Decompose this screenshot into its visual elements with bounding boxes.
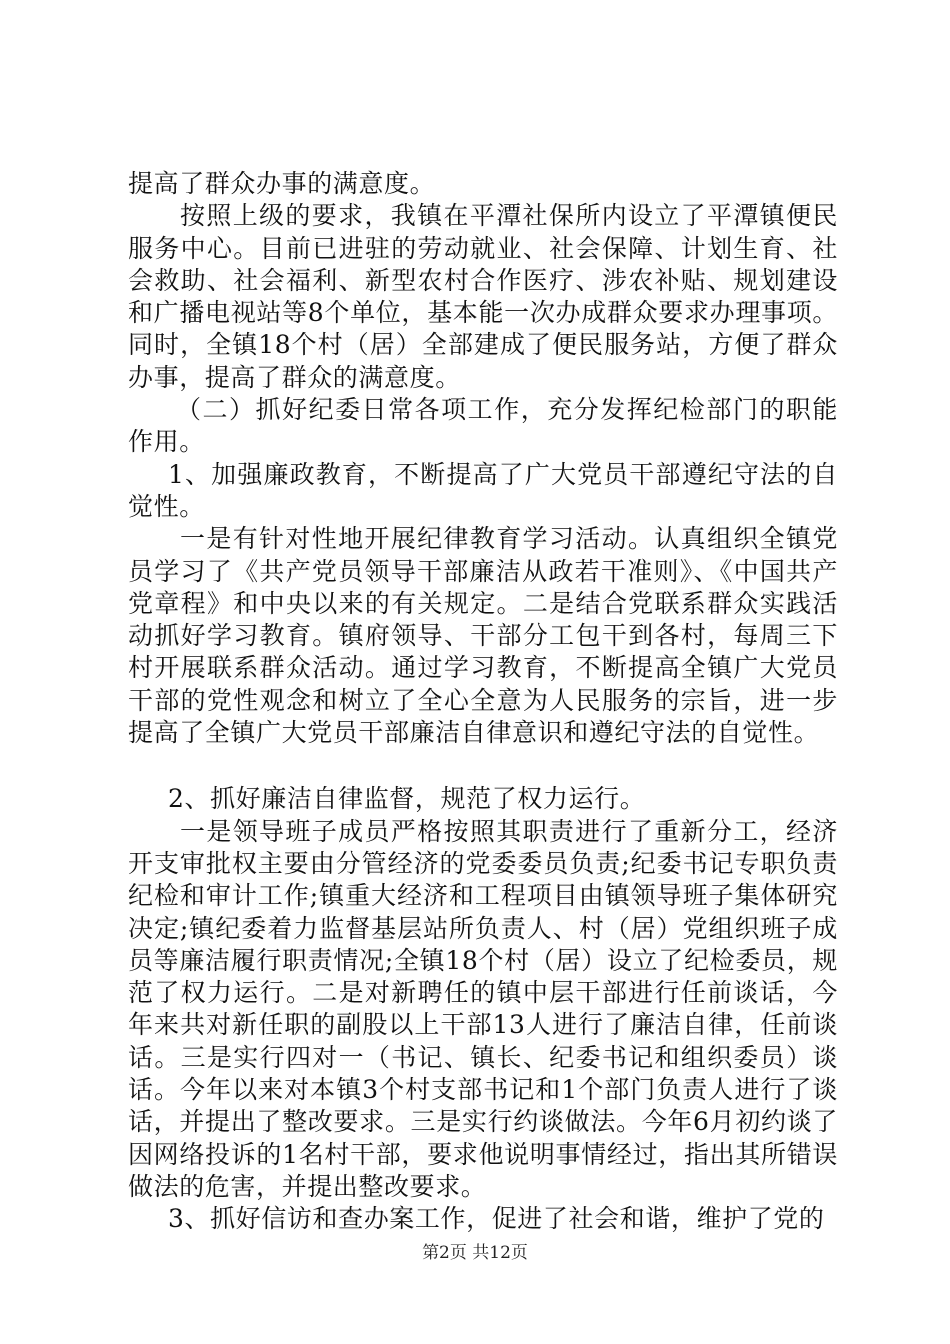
page-number-footer: 第2页 共12页: [422, 1243, 528, 1263]
paragraph-service-center: 按照上级的要求，我镇在平潭社保所内设立了平潭镇便民服务中心。目前已进驻的劳动就业、社会保障、计划生育、社会救助、社会福利、新型农村合作医疗、涉农补贴、规划建设和广播电视站等8个单位，基本能一次办成群众要求办理事项。同时，全镇18个村（居）全部建成了便民服务站，方便了群众办事，提高了群众的满意度。: [128, 201, 838, 392]
subsection-heading-3: 3、抓好信访和查办案工作，促进了社会和谐，维护了党的: [168, 1204, 825, 1234]
paragraph-continuation: 提高了群众办事的满意度。: [128, 169, 436, 198]
paragraph-supervision: 一是领导班子成员严格按照其职责进行了重新分工，经济开支审批权主要由分管经济的党委委员负责;纪委书记专职负责纪检和审计工作;镇重大经济和工程项目由镇领导班子集体研究决定;镇纪委着力监督基层站所负责人、村（居）党组织班子成员等廉洁履行职责情况;全镇18个村（居）设立了纪检委员，规范了权力运行。二是对新聘任的镇中层干部进行任前谈话，今年来共对新任职的副股以上干部13人进行了廉洁自律，任前谈话。三是实行四对一（书记、镇长、纪委书记和组织委员）谈话。今年以来对本镇3个村支部书记和1个部门负责人进行了谈话，并提出了整改要求。三是实行约谈做法。今年6月初约谈了因网络投诉的1名村干部，要求他说明事情经过，指出其所错误做法的危害，并提出整改要求。: [128, 816, 838, 1201]
subsection-heading-1: 1、加强廉政教育，不断提高了广大党员干部遵纪守法的自觉性。: [128, 459, 838, 521]
paragraph-discipline-education: 一是有针对性地开展纪律教育学习活动。认真组织全镇党员学习了《共产党员领导干部廉洁从政若干准则》、《中国共产党章程》和中央以来的有关规定。二是结合党联系群众实践活动抓好学习教育。镇府领导、干部分工包干到各村，每周三下村开展联系群众活动。通过学习教育，不断提高全镇广大党员干部的党性观念和树立了全心全意为人民服务的宗旨，进一步提高了全镇广大党员干部廉洁自律意识和遵纪守法的自觉性。: [128, 524, 838, 748]
subsection-heading-2: 2、抓好廉洁自律监督，规范了权力运行。: [168, 784, 646, 814]
document-body: [128, 168, 838, 1236]
section-heading-2: （二）抓好纪委日常各项工作，充分发挥纪检部门的职能作用。: [128, 395, 838, 457]
paragraph-gap: [128, 749, 838, 783]
